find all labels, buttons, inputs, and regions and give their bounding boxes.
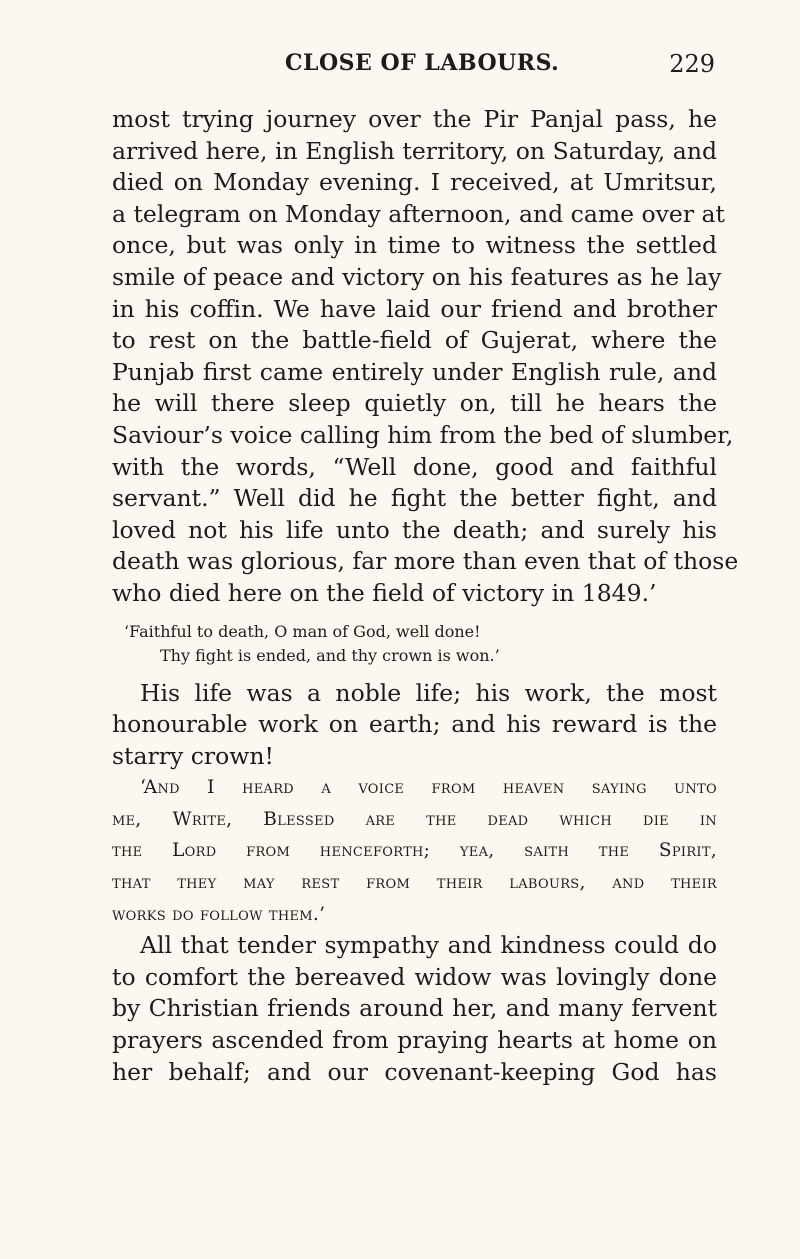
- page-body: [112, 104, 739, 1088]
- text-line: a telegram on Monday afternoon, and came over at: [112, 199, 725, 228]
- text-line: smile of peace and victory on his features as he lay: [112, 262, 722, 291]
- scripture-line: me, Write, Blessed are the dead which die in: [112, 808, 717, 830]
- text-line: who died here on the field of victory in 1849.’: [112, 578, 657, 607]
- text-line: servant.” Well did he fight the better fight, and: [112, 484, 717, 513]
- text-line: most trying journey over the Pir Panjal pass, he: [112, 105, 717, 133]
- text-line: to rest on the battle-field of Gujerat, where the: [112, 326, 717, 355]
- text-line: her behalf; and our covenant-keeping God has: [112, 1057, 717, 1086]
- scripture-line: the Lord from henceforth; yea, saith the Spirit,: [112, 840, 717, 862]
- text-line: honourable work on earth; and his reward is the: [112, 710, 717, 739]
- text-line: arrived here, in English territory, on Saturday, and: [112, 136, 717, 165]
- text-line: by Christian friends around her, and many fervent: [112, 994, 717, 1023]
- verse-line: Thy fight is ended, and thy crown is won.’: [160, 645, 500, 665]
- text-line: once, but was only in time to witness the settled: [112, 231, 717, 260]
- page-header: [285, 50, 715, 84]
- text-line: Punjab first came entirely under English rule, and: [112, 357, 717, 386]
- text-line: to comfort the bereaved widow was lovingly done: [112, 962, 717, 991]
- scripture-line: ‘And I heard a voice from heaven saying unto: [140, 777, 717, 799]
- text-line: loved not his life unto the death; and surely his: [112, 515, 717, 544]
- paragraph-letter-continuation: [112, 104, 739, 610]
- text-line: he will there sleep quietly on, till he hears the: [112, 389, 717, 418]
- verse-quote: [112, 620, 717, 668]
- running-head: CLOSE OF LABOURS.: [285, 50, 560, 76]
- text-line: prayers ascended from praying hearts at home on: [112, 1026, 717, 1055]
- text-line: All that tender sympathy and kindness could do: [140, 931, 717, 960]
- scripture-quote: [112, 772, 717, 930]
- text-line: in his coffin. We have laid our friend and brother: [112, 294, 717, 323]
- text-line: with the words, “Well done, good and faithful: [112, 452, 717, 481]
- paragraph-sympathy: [112, 930, 717, 1088]
- paragraph-noble-life: [112, 678, 717, 773]
- page-number: 229: [669, 50, 715, 78]
- verse-line: ‘Faithful to death, O man of God, well done!: [124, 621, 481, 641]
- scripture-line: that they may rest from their labours, and their: [112, 872, 717, 894]
- text-line: died on Monday evening. I received, at Umritsur,: [112, 168, 717, 197]
- text-line: His life was a noble life; his work, the most: [140, 678, 717, 707]
- text-line: death was glorious, far more than even that of those: [112, 547, 739, 576]
- text-line: starry crown!: [112, 741, 274, 770]
- scripture-line: works do follow them.’: [112, 903, 326, 925]
- text-line: Saviour’s voice calling him from the bed of slumber,: [112, 420, 734, 449]
